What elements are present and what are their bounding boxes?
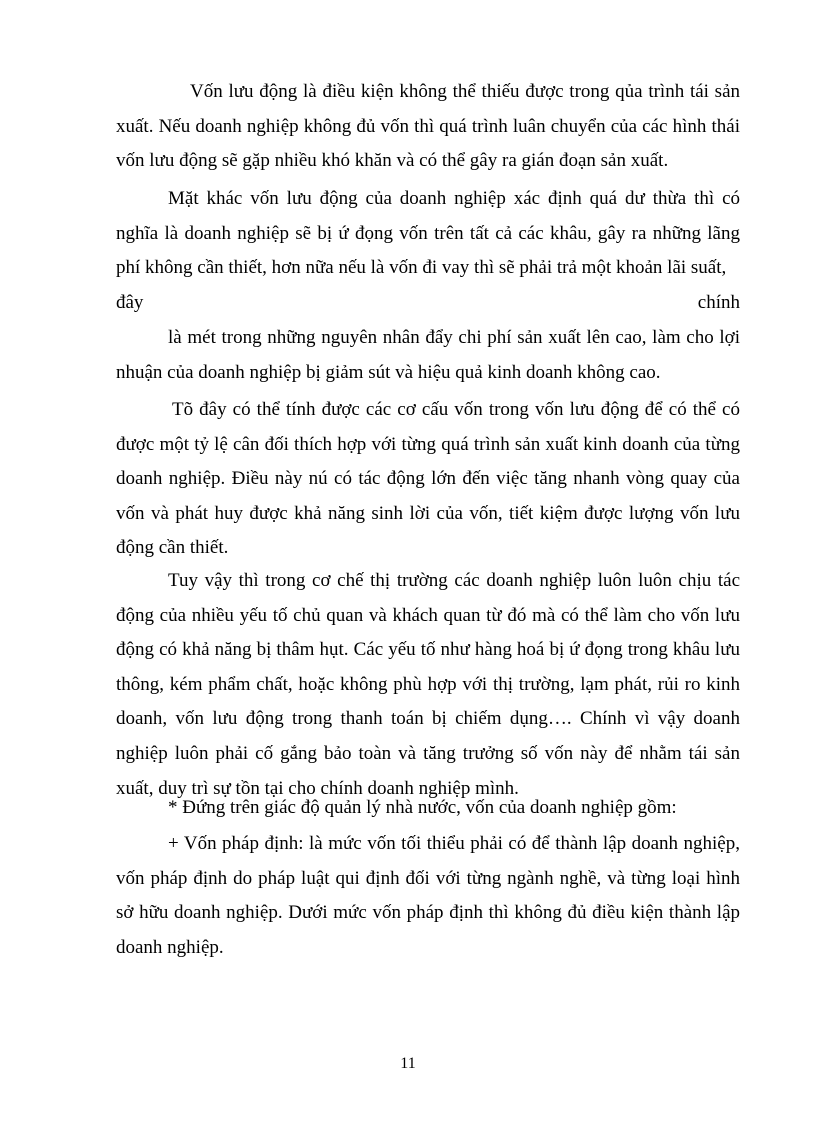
justified-line-day-chinh: đây chính (116, 291, 740, 313)
paragraph-capital-structure: Tõ đây có thể tính được các cơ cấu vốn trong vốn lưu động để có thể có được một tỷ lệ cân đối thích hợp với từng quá trình sản xuất kinh doanh của từng doanh nghiệp. Điều này nú có tác động lớn đến việc tăng nhanh vòng quay của vốn và phát huy được khả năng sinh lời của vốn, tiết kiệm được lượng vốn lưu động cần thiết. (116, 399, 740, 559)
page-number: 11 (400, 1055, 416, 1072)
paragraph-state-management-heading: * Đứng trên giác độ quản lý nhà nước, vốn của doanh nghiệp gồm: (168, 797, 677, 818)
paragraph-excess-working-capital (116, 182, 740, 320)
paragraph-market-mechanism: Tuy vậy thì trong cơ chế thị trường các doanh nghiệp luôn luôn chịu tác động của nhiều yếu tố chủ quan và khách quan từ đó mà có thể làm cho vốn lưu động có khả năng bị thâm hụt. Các yếu tố như hàng hoá bị ứ đọng trong khâu lưu thông, kém phẩm chất, hoặc không phù hợp với thị trường, lạm phát, rủi ro kinh doanh, vốn lưu động trong thanh toán bị chiếm dụng…. Chính vì vậy doanh nghiệp luôn phải cố gắng bảo toàn và tăng trưởng số vốn này để nhằm tái sản xuất, duy trì sự tồn tại cho chính doanh nghiệp mình. (116, 570, 740, 799)
paragraph-excess-working-capital-text: Mặt khác vốn lưu động của doanh nghiệp xác định quá dư thừa thì có nghĩa là doanh nghiệp sẽ bị ứ đọng vốn trên tất cả các khâu, gây ra những lãng phí không cần thiết, hơn nữa nếu là vốn đi vay thì sẽ phải trả một khoản lãi suất, (116, 188, 740, 279)
paragraph-cost-increase: là mét trong những nguyên nhân đẩy chi phí sản xuất lên cao, làm cho lợi nhuận của doanh nghiệp bị giảm sút và hiệu quả kinh doanh không cao. (116, 327, 740, 383)
paragraph-legal-capital: + Vốn pháp định: là mức vốn tối thiểu phải có để thành lập doanh nghiệp, vốn pháp định do pháp luật qui định đối với từng ngành nghề, và từng loại hình sở hữu doanh nghiệp. Dưới mức vốn pháp định thì không đủ điều kiện thành lập doanh nghiệp. (116, 833, 740, 958)
paragraph-working-capital-condition: Vốn lưu động là điều kiện không thể thiếu được trong qủa trình tái sản xuất. Nếu doanh nghiệp không đủ vốn thì quá trình luân chuyển của các hình thái vốn lưu động sẽ gặp nhiều khó khăn và có thể gây ra gián đoạn sản xuất. (116, 81, 740, 172)
